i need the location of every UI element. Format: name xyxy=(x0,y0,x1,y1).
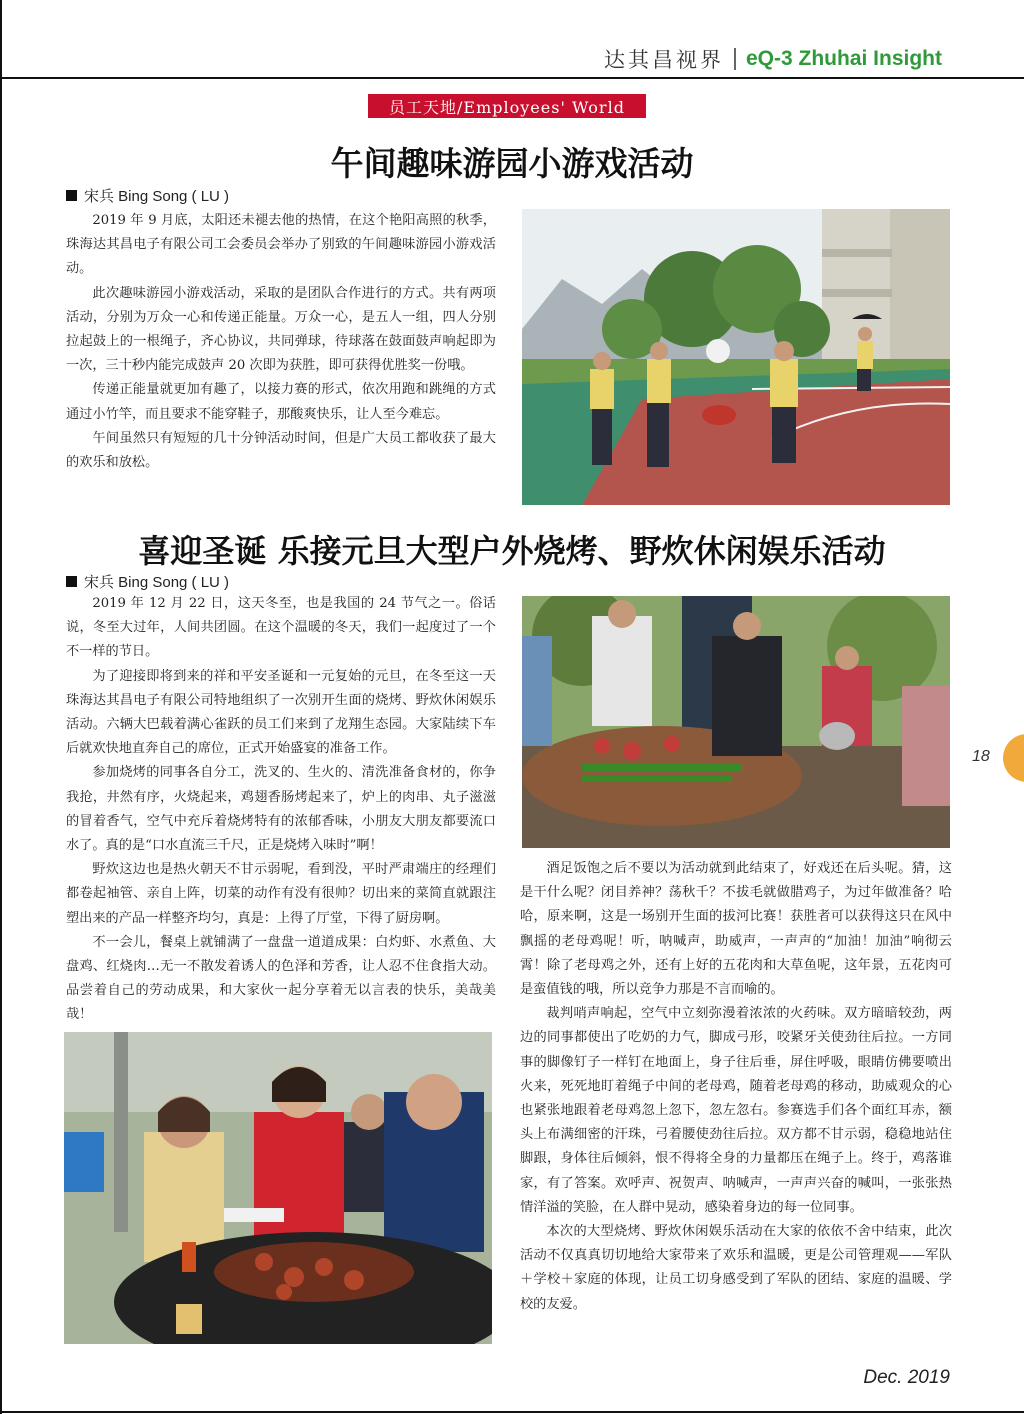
page-number: 18 xyxy=(972,748,990,765)
paragraph: 午间虽然只有短短的几十分钟活动时间，但是广大员工都收获了最大的欢乐和放松。 xyxy=(66,430,496,471)
photo-barbecue-grill xyxy=(64,1032,492,1344)
article1-title: 午间趣味游园小游戏活动 xyxy=(330,144,694,183)
photo-outdoor-cooking xyxy=(522,596,950,848)
article1-author-text: 宋兵 Bing Song ( LU ) xyxy=(84,188,230,205)
paragraph: 此次趣味游园小游戏活动，采取的是团队合作进行的方式。共有两项活动，分别为万众一心和传递正能量。万众一心，是五人一组，四人分别拉起鼓上的一根绳子，齐心协议，共同弹球，待球落在鼓面鼓声响起即为一次，三十秒内能完成鼓声 20 次即为获胜，即可获得优胜奖一份哦。 xyxy=(66,285,496,374)
paragraph: 2019 年 9 月底，太阳还未褪去他的热情，在这个艳阳高照的秋季，珠海达其昌电子有限公司工会委员会举办了别致的午间趣味游园小游戏活动。 xyxy=(66,213,496,277)
article2-body-left xyxy=(66,592,496,1028)
paragraph: 野炊这边也是热火朝天不甘示弱呢，看到没，平时严肃端庄的经理们都卷起袖管、亲自上阵，切菜的动作有没有很帅？切出来的菜简直就跟注塑出来的产品一样整齐均匀，真是：上得了厅堂，下得了厨房啊。 xyxy=(66,862,496,926)
article1-author xyxy=(66,185,229,206)
masthead-en: eQ-3 Zhuhai Insight xyxy=(745,47,942,70)
paragraph: 裁判哨声响起，空气中立刻弥漫着浓浓的火药味。双方暗暗较劲，两边的同事都使出了吃奶的力气，脚成弓形，咬紧牙关使劲往后拉。一方同事的脚像钉子一样钉在地面上，身子往后垂，屏住呼吸，眼睛仿佛要喷出火来，死死地盯着绳子中间的老母鸡，随着老母鸡的移动，助威观众的心也紧张地跟着老母鸡忽上忽下，忽左忽右。参赛选手们各个面红耳赤，额头上布满细密的汗珠，弓着腰使劲往后拉。双方都不甘示弱，稳稳地站住脚跟，身体往后倾斜，恨不得将全身的力量都压在绳子上。终于，鸡落谁家，有了答案。欢呼声、祝贺声、呐喊声，一声声兴奋的喊叫，一张张热情洋溢的笑脸，在人群中晃动，感染着身边的每一位同事。 xyxy=(520,1006,952,1215)
masthead-cn: 达其昌视界 xyxy=(603,48,724,72)
footer-rule xyxy=(0,1411,1024,1413)
paragraph: 本次的大型烧烤、野炊休闲娱乐活动在大家的依依不舍中结束，此次活动不仅真真切切地给大家带来了欢乐和温暖，更是公司管理观——军队＋学校＋家庭的体现，让员工切身感受到了军队的团结、家庭的温暖、学校的友爱。 xyxy=(520,1224,952,1312)
page-left-rule xyxy=(0,0,2,1414)
section-tag: 员工天地/Employees' World xyxy=(368,94,646,118)
paragraph: 传递正能量就更加有趣了，以接力赛的形式，依次用跑和跳绳的方式通过小竹竿，而且要求不能穿鞋子，那酸爽快乐，让人至今难忘。 xyxy=(66,382,496,422)
masthead xyxy=(604,44,942,74)
author-bullet-icon xyxy=(66,576,77,587)
article1-body xyxy=(66,209,496,475)
header-rule xyxy=(0,77,1024,79)
paragraph: 不一会儿，餐桌上就铺满了一盘盘一道道成果：白灼虾、水煮鱼、大盘鸡、红烧肉…无一不散发着诱人的色泽和芳香，让人忍不住食指大动。品尝着自己的劳动成果，和大家伙一起分享着无以言表的快乐，美哉美哉！ xyxy=(66,934,496,1023)
masthead-separator xyxy=(734,48,736,70)
article2-body-right xyxy=(520,857,952,1317)
article2-title: 喜迎圣诞 乐接元旦大型户外烧烤、野炊休闲娱乐活动 xyxy=(138,532,886,570)
paragraph: 参加烧烤的同事各自分工，洗叉的、生火的、清洗准备食材的，你争我抢，井然有序，火烧起来，鸡翅香肠烤起来了，炉上的肉串、丸子滋滋的冒着香气，空气中充斥着烧烤特有的浓郁香味，小朋友大朋友都要流口水了。真的是“口水直流三千尺，正是烧烤入味时”啊！ xyxy=(66,765,496,854)
paragraph: 为了迎接即将到来的祥和平安圣诞和一元复始的元旦，在冬至这一天珠海达其昌电子有限公司特地组织了一次别开生面的烧烤、野炊休闲娱乐活动。六辆大巴载着满心雀跃的员工们来到了龙翔生态园。大家陆续下车后就欢快地直奔自己的席位，正式开始盛宴的准备工作。 xyxy=(66,668,496,757)
page-tab-marker xyxy=(1003,734,1024,782)
author-bullet-icon xyxy=(66,190,77,201)
article2-author xyxy=(66,571,229,592)
paragraph: 2019 年 12 月 22 日，这天冬至，也是我国的 24 节气之一。俗话说，冬至大过年，人间共团圆。在这个温暖的冬天，我们一起度过了一个不一样的节日。 xyxy=(66,596,496,660)
issue-date: Dec. 2019 xyxy=(863,1367,950,1388)
photo-game-court xyxy=(522,209,950,505)
article2-author-text: 宋兵 Bing Song ( LU ) xyxy=(84,574,230,591)
paragraph: 酒足饭饱之后不要以为活动就到此结束了，好戏还在后头呢。猜，这是干什么呢？闭目养神？荡秋千？不拔毛就做腊鸡子，为过年做准备？哈哈，原来啊，这是一场别开生面的拔河比赛！获胜者可以获得这只在风中飘摇的老母鸡呢！听，呐喊声，助威声，一声声的“加油！加油”响彻云霄！除了老母鸡之外，还有上好的五花肉和大草鱼呢，这年景，五花肉可是蛮值钱的哦，所以竞争力那是不言而喻的。 xyxy=(520,861,952,998)
